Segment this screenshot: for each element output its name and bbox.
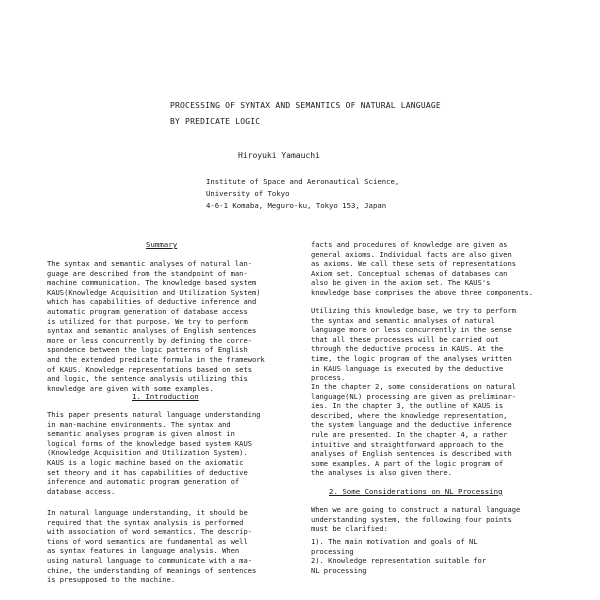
right-column-block-1 — [311, 240, 561, 298]
affiliation-line-3: 4-6-1 Komaba, Meguro-ku, Tokyo 153, Japan — [206, 201, 387, 210]
right-paragraph-2: Utilizing this knowledge base, we try to perform the syntax and semantic analyses of natural language more or less concurrently in the sense that all these processes will be carried out through the deductive process in KAUS. At the time, the logic program of the analyses written in KAUS language is executed by the deductive process. — [311, 306, 516, 383]
intro-paragraph-1: This paper presents natural language understanding in man-machine environments. The syntax and semantic analyses program is given almost in logical forms of the knowledge based system KAUS (Knowledge Acquisition and Utilization System). KAUS is a logic machine based on the axiomatic set theory and it has capabilities of deductive inference and automatic program generation of database access. — [47, 410, 261, 496]
summary-text: The syntax and semantic analyses of natural lan- guage are described from the standpoint of man- machine communication. The knowledge based system KAUS(Knowledge Acquisition and Utilization System) which has capabilities of deductive inference and automatic program generation of database access is utilized for that purpose. We try to perform syntax and semantic analyses of English sentences more or less concurrently by defining the corre- spondence between the logic patterns of English and the extended predicate formula in the framework of KAUS. Knowledge representations based on sets and logic, the sentence analysis utilizing this knowledge are given with some examples. — [47, 259, 265, 393]
affiliation-line-2: University of Tokyo — [206, 189, 290, 198]
right-paragraph-3: In the chapter 2, some considerations on natural language(NL) processing are given as preliminar- ies. In the chapter 3, the outline of KAUS is described, where the knowledge representation, the system language and the deductive inference rule are presented. In the chapter 4, a rather intuitive and straightforward approach to the analyses of English sentences is described with some examples. A part of the logic program of the analyses is also given there. — [311, 382, 516, 478]
author-affiliation — [206, 176, 536, 212]
intro-section — [47, 410, 295, 496]
intro-section-cont — [47, 508, 295, 585]
right-column-block-2 — [311, 306, 561, 383]
section-2-body — [311, 505, 561, 534]
paper-title-line-2: BY PREDICATE LOGIC — [170, 117, 261, 126]
right-column-block-3 — [311, 382, 561, 478]
paper-title — [170, 98, 510, 130]
intro-heading: 1. Introduction — [132, 392, 199, 401]
affiliation-line-1: Institute of Space and Aeronautical Science, — [206, 177, 400, 186]
summary-heading: Summary — [146, 240, 178, 249]
summary-section — [47, 259, 295, 393]
right-paragraph-1: facts and procedures of knowledge are given as general axioms. Individual facts are also given as axioms. We call these sets of representations Axiom set. Conceptual schemas of databases can also be given in the axiom set. The KAUS's knowledge base comprises the above three components. — [311, 240, 534, 297]
author-name: Hiroyuki Yamauchi — [238, 151, 320, 160]
section-2-list: 1). The main motivation and goals of NL processing 2). Knowledge representation suitable for NL processing — [311, 537, 487, 575]
section-2-intro-text: When we are going to construct a natural language understanding system, the following four points must be clarified: — [311, 505, 521, 534]
section-2-heading: 2. Some Considerations on NL Processing — [329, 487, 503, 496]
paper-title-line-1: PROCESSING OF SYNTAX AND SEMANTICS OF NATURAL LANGUAGE — [170, 101, 441, 110]
intro-paragraph-2: In natural language understanding, it should be required that the syntax analysis is performed with association of word semantics. The descrip- tions of word semantics are fundamental as well as syntax features in language analysis. When using natural language to communicate with a ma- chine, the understanding of meanings of sentences is presupposed to the machine. — [47, 508, 257, 585]
